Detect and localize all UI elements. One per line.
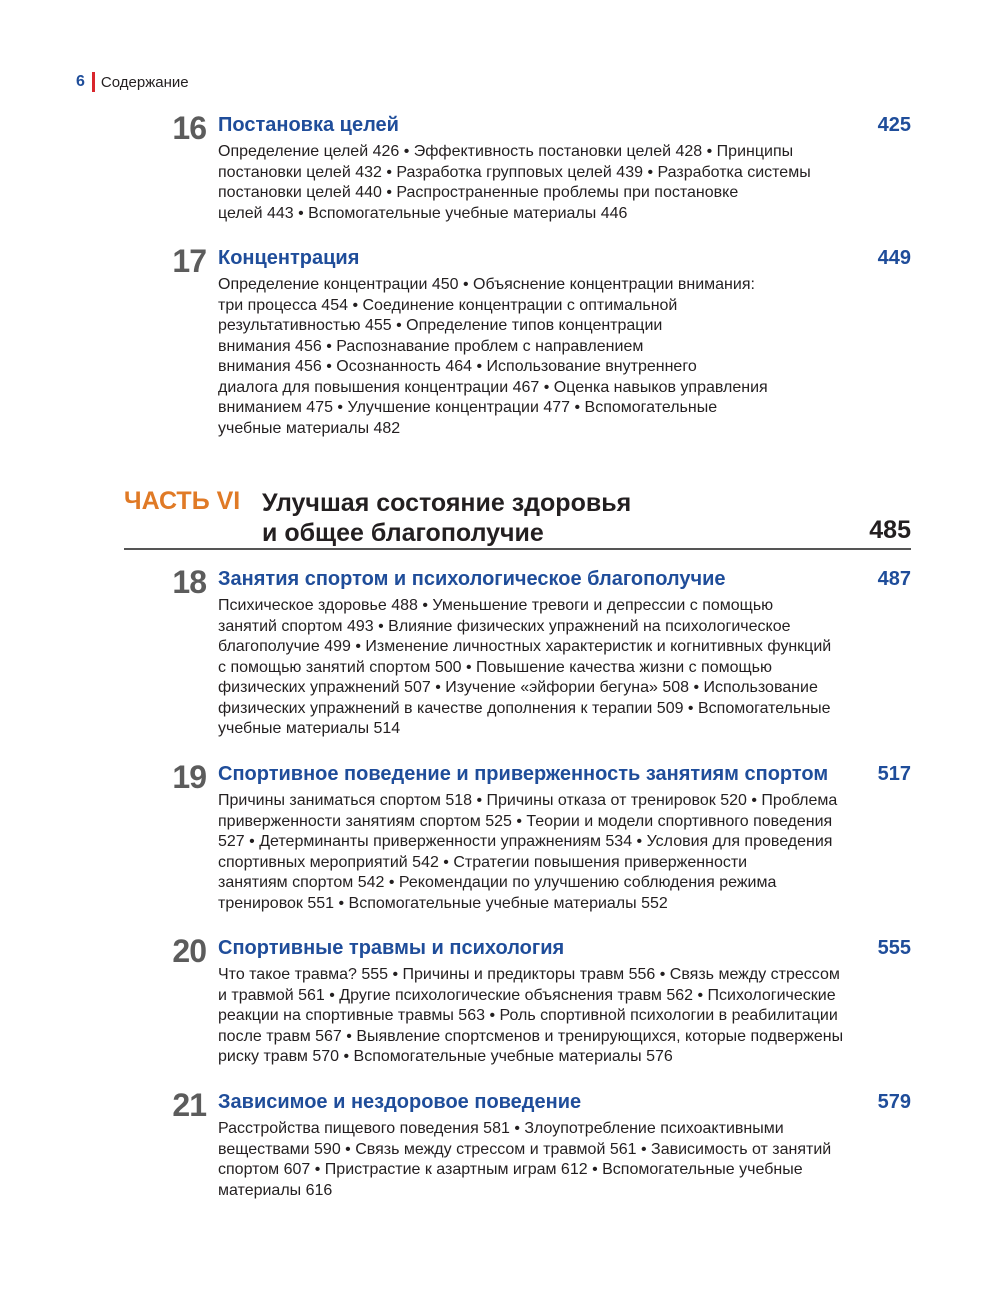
chapter-contents: [218, 596, 918, 740]
contents-line: внимания 456 • Осознанность 464 • Использование внутреннего: [218, 358, 697, 375]
contents-line: диалога для повышения концентрации 467 • Оценка навыков управления: [218, 378, 768, 396]
contents-line: постановки целей 432 • Разработка групповых целей 439 • Разработка системы: [218, 163, 811, 181]
contents-line: приверженности занятиям спортом 525 • Теории и модели спортивного поведения: [218, 812, 833, 830]
chapter-contents: [218, 965, 918, 1068]
contents-line: после травм 567 • Выявление спортсменов и тренирующихся, которые подвержены: [218, 1027, 844, 1045]
section-title: Содержание: [100, 73, 189, 91]
chapter-page-number[interactable]: 517: [877, 763, 911, 785]
part-title[interactable]: [262, 488, 631, 548]
contents-line: Причины заниматься спортом 518 • Причины отказа от тренировок 520 • Проблема: [218, 792, 838, 809]
contents-line: реакции на спортивные травмы 563 • Роль спортивной психологии в реабилитации: [218, 1007, 838, 1024]
contents-line: вниманием 475 • Улучшение концентрации 477 • Вспомогательные: [218, 399, 718, 416]
chapter-title[interactable]: Спортивные травмы и психология: [218, 937, 565, 959]
contents-line: 527 • Детерминанты приверженности упражнениям 534 • Условия для проведения: [218, 833, 833, 850]
chapter-contents: [218, 1119, 918, 1201]
part-page-number[interactable]: 485: [869, 516, 911, 544]
chapter-title[interactable]: Постановка целей: [218, 114, 399, 136]
contents-line: спортивных мероприятий 542 • Стратегии повышения приверженности: [218, 853, 748, 871]
contents-line: и травмой 561 • Другие психологические объяснения травм 562 • Психологические: [218, 986, 836, 1004]
part-label: ЧАСТЬ VI: [124, 487, 241, 515]
chapter-title[interactable]: Концентрация: [218, 247, 360, 269]
contents-line: занятиям спортом 542 • Рекомендации по улучшению соблюдения режима: [218, 874, 777, 891]
contents-line: Что такое травма? 555 • Причины и предикторы травм 556 • Связь между стрессом: [218, 966, 840, 983]
chapter-number: 16: [172, 110, 206, 146]
header-divider: [92, 72, 95, 92]
chapter-contents: [218, 142, 918, 224]
contents-line: целей 443 • Вспомогательные учебные материалы 446: [218, 204, 628, 222]
contents-line: физических упражнений 507 • Изучение «эйфории бегуна» 508 • Использование: [218, 679, 818, 696]
contents-line: материалы 616: [218, 1181, 333, 1199]
chapter-number: 21: [172, 1087, 206, 1123]
contents-line: физических упражнений в качестве дополнения к терапии 509 • Вспомогательные: [218, 699, 831, 717]
chapter-title[interactable]: Спортивное поведение и приверженность занятиям спортом: [218, 763, 829, 785]
chapter-contents: [218, 275, 918, 439]
contents-line: спортом 607 • Пристрастие к азартным играм 612 • Вспомогательные учебные: [218, 1161, 803, 1178]
chapter-page-number[interactable]: 487: [877, 568, 911, 590]
chapter-page-number[interactable]: 425: [877, 114, 911, 136]
contents-line: внимания 456 • Распознавание проблем с направлением: [218, 337, 644, 355]
contents-line: занятий спортом 493 • Влияние физических упражнений на психологическое: [218, 617, 791, 635]
contents-line: с помощью занятий спортом 500 • Повышение качества жизни с помощью: [218, 658, 772, 676]
contents-line: Расстройства пищевого поведения 581 • Злоупотребление психоактивными: [218, 1120, 784, 1137]
contents-line: риску травм 570 • Вспомогательные учебные материалы 576: [218, 1048, 673, 1065]
contents-line: учебные материалы 514: [218, 720, 401, 737]
part-title-line: Улучшая состояние здоровья: [262, 489, 632, 517]
contents-line: веществами 590 • Связь между стрессом и травмой 561 • Зависимость от занятий: [218, 1140, 832, 1158]
contents-line: три процесса 454 • Соединение концентрации с оптимальной: [218, 296, 678, 314]
part-divider: [124, 548, 911, 550]
chapter-title[interactable]: Занятия спортом и психологическое благополучие: [218, 568, 726, 590]
contents-line: Психическое здоровье 488 • Уменьшение тревоги и депрессии с помощью: [218, 597, 774, 614]
toc-part-heading: [0, 484, 1000, 550]
contents-line: благополучие 499 • Изменение личностных характеристик и когнитивных функций: [218, 638, 832, 655]
chapter-page-number[interactable]: 555: [877, 937, 911, 959]
chapter-number: 20: [172, 933, 206, 969]
chapter-number: 19: [172, 759, 206, 795]
part-title-line: и общее благополучие: [262, 519, 544, 547]
contents-line: Определение концентрации 450 • Объяснение концентрации внимания:: [218, 276, 755, 293]
contents-line: тренировок 551 • Вспомогательные учебные материалы 552: [218, 894, 668, 912]
chapter-contents: [218, 791, 918, 914]
running-header: [76, 72, 189, 92]
contents-line: результативностью 455 • Определение типов концентрации: [218, 317, 663, 334]
chapter-page-number[interactable]: 449: [877, 247, 911, 269]
contents-line: Определение целей 426 • Эффективность постановки целей 428 • Принципы: [218, 143, 794, 160]
page-number: 6: [76, 73, 85, 90]
chapter-number: 17: [172, 243, 206, 279]
chapter-title[interactable]: Зависимое и нездоровое поведение: [218, 1091, 582, 1113]
chapter-page-number[interactable]: 579: [877, 1091, 911, 1113]
contents-line: учебные материалы 482: [218, 419, 401, 437]
chapter-number: 18: [172, 564, 206, 600]
contents-line: постановки целей 440 • Распространенные проблемы при постановке: [218, 184, 739, 201]
